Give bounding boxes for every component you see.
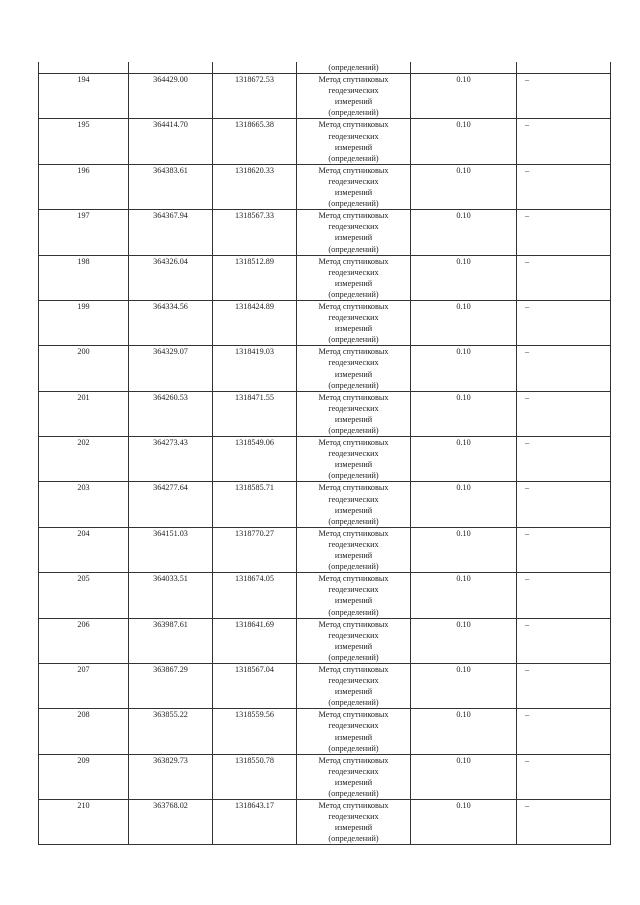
cell-y: 1318549.06 [213,437,297,482]
method-line: Метод спутниковых [318,211,389,221]
method-line: геодезических [328,494,379,504]
method-line: измерений [334,551,373,561]
cell-method: (определений) [297,62,411,74]
cell-error [517,62,611,74]
cell-error: – [517,709,611,754]
cell-method [297,210,411,255]
cell-error: – [517,437,611,482]
cell-point: 210 [39,800,129,845]
cell-error: – [517,210,611,255]
table-row [39,618,611,663]
method-line: геодезических [328,585,379,595]
method-line: (определений) [328,562,379,572]
method-line: (определений) [328,426,379,435]
method-line: измерений [334,641,373,651]
method-line: Метод спутниковых [318,392,389,402]
cell-y: 1318770.27 [213,527,297,572]
table-row [39,663,611,708]
cell-point: 197 [39,210,129,255]
method-line: измерений [334,777,373,787]
table-row [39,573,611,618]
cell-point: 199 [39,300,129,345]
cell-point: 200 [39,346,129,391]
cell-point [39,62,129,74]
cell-precision: 0.10 [411,663,517,708]
method-line: геодезических [328,630,379,640]
table-row [39,119,611,164]
method-line: (определений) [328,244,379,254]
cell-method [297,709,411,754]
method-line: геодезических [328,131,379,141]
method-line: измерений [334,596,373,606]
method-line: Метод спутниковых [318,574,389,584]
cell-precision: 0.10 [411,618,517,663]
cell-x: 364383.61 [129,164,213,209]
method-line: геодезических [328,676,379,686]
cell-point: 202 [39,437,129,482]
cell-precision [411,62,517,74]
cell-method [297,437,411,482]
table-row [39,437,611,482]
table-row [39,754,611,799]
cell-precision: 0.10 [411,754,517,799]
cell-method [297,482,411,527]
method-line: Метод спутниковых [318,75,389,85]
method-line: Метод спутниковых [318,483,389,493]
method-line: Метод спутниковых [318,165,389,175]
cell-precision: 0.10 [411,74,517,119]
coordinates-table-body [39,62,611,845]
method-line: измерений [334,687,373,697]
cell-x: 364033.51 [129,573,213,618]
table-row [39,391,611,436]
cell-error: – [517,391,611,436]
cell-precision: 0.10 [411,346,517,391]
cell-x: 364260.53 [129,391,213,436]
method-line: измерений [334,505,373,515]
cell-precision: 0.10 [411,164,517,209]
cell-x: 363855.22 [129,709,213,754]
cell-method [297,255,411,300]
cell-method [297,800,411,845]
cell-x: 364326.04 [129,255,213,300]
table-row [39,74,611,119]
cell-x: 364277.64 [129,482,213,527]
table-row [39,346,611,391]
cell-error: – [517,300,611,345]
cell-y: 1318672.53 [213,74,297,119]
cell-x: 364367.94 [129,210,213,255]
method-line: геодезических [328,222,379,232]
cell-y: 1318567.04 [213,663,297,708]
cell-y: 1318512.89 [213,255,297,300]
coordinates-table [38,62,611,845]
cell-method [297,119,411,164]
cell-y: 1318424.89 [213,300,297,345]
method-line: измерений [334,823,373,833]
cell-method [297,391,411,436]
table-row [39,255,611,300]
table-row [39,527,611,572]
cell-point: 194 [39,74,129,119]
method-line: (определений) [328,199,379,209]
cell-error: – [517,74,611,119]
cell-x [129,62,213,74]
method-line: Метод спутниковых [318,528,389,538]
cell-error: – [517,573,611,618]
method-line: геодезических [328,539,379,549]
method-line: (определений) [328,516,379,526]
method-line: Метод спутниковых [318,347,389,357]
cell-precision: 0.10 [411,119,517,164]
cell-error: – [517,663,611,708]
cell-point: 205 [39,573,129,618]
method-line: (определений) [328,834,379,844]
cell-y: 1318620.33 [213,164,297,209]
cell-precision: 0.10 [411,573,517,618]
cell-x: 364414.70 [129,119,213,164]
method-line: геодезических [328,403,379,413]
cell-y: 1318559.56 [213,709,297,754]
cell-point: 207 [39,663,129,708]
method-line: геодезических [328,766,379,776]
method-line: измерений [334,188,373,198]
method-line: измерений [334,324,373,334]
cell-y: 1318665.38 [213,119,297,164]
method-line: (определений) [328,335,379,345]
cell-point: 195 [39,119,129,164]
cell-method [297,663,411,708]
method-line: (определений) [328,471,379,481]
cell-error: – [517,346,611,391]
cell-x: 364273.43 [129,437,213,482]
cell-point: 203 [39,482,129,527]
method-line: геодезических [328,449,379,459]
cell-x: 363867.29 [129,663,213,708]
cell-method [297,573,411,618]
method-line: измерений [334,233,373,243]
cell-x: 363768.02 [129,800,213,845]
method-line: Метод спутниковых [318,755,389,765]
method-line: измерений [334,460,373,470]
method-line: Метод спутниковых [318,619,389,629]
cell-method [297,527,411,572]
method-line: Метод спутниковых [318,664,389,674]
method-line: Метод спутниковых [318,256,389,266]
cell-precision: 0.10 [411,210,517,255]
method-line: геодезических [328,358,379,368]
cell-precision: 0.10 [411,800,517,845]
cell-precision: 0.10 [411,391,517,436]
cell-precision: 0.10 [411,527,517,572]
cell-x: 364329.07 [129,346,213,391]
cell-point: 201 [39,391,129,436]
cell-method [297,164,411,209]
method-line: (определений) [328,743,379,753]
cell-x: 364151.03 [129,527,213,572]
cell-x: 363829.73 [129,754,213,799]
method-line: геодезических [328,812,379,822]
method-line: измерений [334,732,373,742]
method-line: Метод спутниковых [318,438,389,448]
cell-precision: 0.10 [411,482,517,527]
method-line: Метод спутниковых [318,801,389,811]
method-line: геодезических [328,176,379,186]
cell-y: 1318585.71 [213,482,297,527]
cell-method [297,300,411,345]
cell-method [297,618,411,663]
method-line: измерений [334,414,373,424]
method-line: (определений) [328,789,379,798]
method-line: геодезических [328,86,379,96]
cell-error: – [517,482,611,527]
table-row [39,800,611,845]
cell-error: – [517,255,611,300]
method-line: (определений) [328,289,379,299]
cell-precision: 0.10 [411,255,517,300]
method-line: Метод спутниковых [318,710,389,720]
method-line: (определений) [328,108,379,118]
cell-precision: 0.10 [411,437,517,482]
method-line: (определений) [328,153,379,163]
cell-y: 1318643.17 [213,800,297,845]
cell-y: 1318550.78 [213,754,297,799]
table-row [39,210,611,255]
method-line: измерений [334,369,373,379]
table-row [39,164,611,209]
cell-error: – [517,618,611,663]
cell-error: – [517,164,611,209]
method-line: измерений [334,278,373,288]
cell-error: – [517,527,611,572]
cell-x: 363987.61 [129,618,213,663]
cell-error: – [517,119,611,164]
cell-point: 196 [39,164,129,209]
table-row [39,300,611,345]
cell-x: 364334.56 [129,300,213,345]
cell-error: – [517,754,611,799]
cell-y: 1318471.55 [213,391,297,436]
method-line: Метод спутниковых [318,301,389,311]
cell-point: 208 [39,709,129,754]
cell-x: 364429.00 [129,74,213,119]
method-line: (определений) [328,652,379,662]
cell-method [297,754,411,799]
table-row-continued [39,62,611,74]
cell-y: 1318641.69 [213,618,297,663]
cell-precision: 0.10 [411,300,517,345]
method-line: (определений) [328,607,379,617]
method-line: измерений [334,142,373,152]
cell-point: 209 [39,754,129,799]
cell-precision: 0.10 [411,709,517,754]
method-line: Метод спутниковых [318,120,389,130]
cell-y: 1318567.33 [213,210,297,255]
method-line: (определений) [328,380,379,390]
cell-y: 1318674.05 [213,573,297,618]
cell-y [213,62,297,74]
method-line: геодезических [328,721,379,731]
cell-point: 198 [39,255,129,300]
cell-method [297,346,411,391]
method-line: (определений) [328,698,379,708]
cell-method [297,74,411,119]
cell-error: – [517,800,611,845]
table-row [39,482,611,527]
method-line: геодезических [328,313,379,323]
method-line: геодезических [328,267,379,277]
method-line: измерений [334,97,373,107]
cell-point: 206 [39,618,129,663]
cell-y: 1318419.03 [213,346,297,391]
cell-point: 204 [39,527,129,572]
table-row [39,709,611,754]
